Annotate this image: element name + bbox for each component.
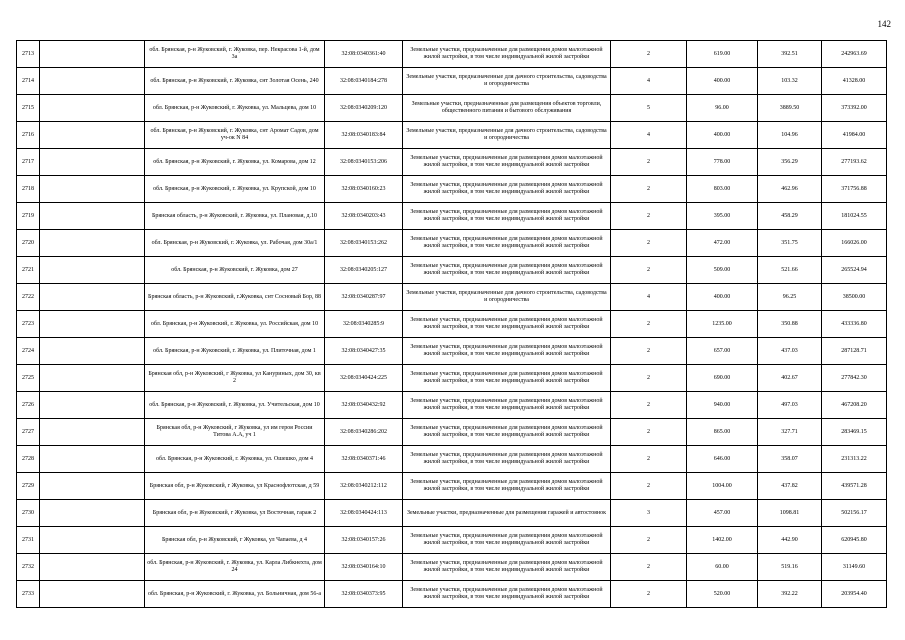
table-row: [17, 257, 887, 284]
cadastral-cost-cell: 439571.28: [822, 473, 887, 500]
area-cell: 400.00: [687, 68, 758, 95]
use-group-cell: 2: [611, 419, 687, 446]
empty-cell: [40, 95, 145, 122]
use-group-cell: 3: [611, 500, 687, 527]
use-group-cell: 5: [611, 95, 687, 122]
land-use-cell: Земельные участки, предназначенные для размещения домов малоэтажной жилой застройки, в том числе индивидуальной жилой застройки: [403, 230, 611, 257]
address-cell: обл. Брянская, р-н Жуковский, г. Жуковка, ул. Рабочая, дом 30а/1: [145, 230, 325, 257]
unit-value-cell: 497.03: [758, 392, 822, 419]
table-row: [17, 446, 887, 473]
table-row: [17, 68, 887, 95]
row-number-cell: 2728: [17, 446, 40, 473]
row-number-cell: 2719: [17, 203, 40, 230]
area-cell: 400.00: [687, 122, 758, 149]
address-cell: обл. Брянская, р-н Жуковский, г. Жуковка, снт Аромат Садов, дом уч-ок N 84: [145, 122, 325, 149]
unit-value-cell: 3889.50: [758, 95, 822, 122]
table-row: [17, 311, 887, 338]
address-cell: обл. Брянская, р-н Жуковский, г. Жуковка, ул. Российская, дом 10: [145, 311, 325, 338]
table-row: [17, 473, 887, 500]
use-group-cell: 2: [611, 230, 687, 257]
unit-value-cell: 437.82: [758, 473, 822, 500]
cadastral-number-cell: 32:08:0340184:278: [325, 68, 403, 95]
empty-cell: [40, 122, 145, 149]
row-number-cell: 2733: [17, 581, 40, 608]
address-cell: Брянская обл, р-н Жуковский, г Жуковка, ул Краснофлотская, д 59: [145, 473, 325, 500]
cadastral-number-cell: 32:08:0340287:97: [325, 284, 403, 311]
cadastral-cost-cell: 38500.00: [822, 284, 887, 311]
row-number-cell: 2730: [17, 500, 40, 527]
use-group-cell: 2: [611, 176, 687, 203]
cadastral-number-cell: 32:08:0340424:113: [325, 500, 403, 527]
area-cell: 400.00: [687, 284, 758, 311]
page-number: 142: [877, 19, 891, 29]
area-cell: 395.00: [687, 203, 758, 230]
cadastral-number-cell: 32:08:0340432:92: [325, 392, 403, 419]
row-number-cell: 2714: [17, 68, 40, 95]
table-row: [17, 149, 887, 176]
unit-value-cell: 351.75: [758, 230, 822, 257]
cadastral-cost-cell: 373392.00: [822, 95, 887, 122]
row-number-cell: 2715: [17, 95, 40, 122]
area-cell: 1402.00: [687, 527, 758, 554]
unit-value-cell: 437.03: [758, 338, 822, 365]
land-use-cell: Земельные участки, предназначенные для размещения домов малоэтажной жилой застройки, в том числе индивидуальной жилой застройки: [403, 365, 611, 392]
row-number-cell: 2729: [17, 473, 40, 500]
address-cell: обл. Брянская, р-н Жуковский, г. Жуковка, ул. Комарова, дом 12: [145, 149, 325, 176]
address-cell: Брянская область, р-н Жуковский, г. Жуковка, ул. Плановая, д.10: [145, 203, 325, 230]
land-use-cell: Земельные участки, предназначенные для размещения домов малоэтажной жилой застройки, в том числе индивидуальной жилой застройки: [403, 311, 611, 338]
unit-value-cell: 350.88: [758, 311, 822, 338]
cadastral-cost-cell: 265524.94: [822, 257, 887, 284]
row-number-cell: 2727: [17, 419, 40, 446]
unit-value-cell: 458.29: [758, 203, 822, 230]
cadastral-number-cell: 32:08:0340157:26: [325, 527, 403, 554]
cadastral-cost-cell: 41328.00: [822, 68, 887, 95]
unit-value-cell: 356.29: [758, 149, 822, 176]
row-number-cell: 2717: [17, 149, 40, 176]
unit-value-cell: 462.96: [758, 176, 822, 203]
empty-cell: [40, 473, 145, 500]
unit-value-cell: 96.25: [758, 284, 822, 311]
unit-value-cell: 103.32: [758, 68, 822, 95]
table-row: [17, 176, 887, 203]
cadastral-number-cell: 32:08:0340153:262: [325, 230, 403, 257]
table-row: [17, 581, 887, 608]
empty-cell: [40, 149, 145, 176]
land-use-cell: Земельные участки, предназначенные для размещения домов малоэтажной жилой застройки, в том числе индивидуальной жилой застройки: [403, 176, 611, 203]
cadastral-cost-cell: 203954.40: [822, 581, 887, 608]
table-row: [17, 365, 887, 392]
use-group-cell: 2: [611, 392, 687, 419]
cadastral-number-cell: 32:08:0340371:46: [325, 446, 403, 473]
unit-value-cell: 519.16: [758, 554, 822, 581]
land-use-cell: Земельные участки, предназначенные для размещения домов малоэтажной жилой застройки, в том числе индивидуальной жилой застройки: [403, 581, 611, 608]
cadastral-number-cell: 32:08:0340285:9: [325, 311, 403, 338]
use-group-cell: 4: [611, 284, 687, 311]
address-cell: Брянская обл, р-н Жуковский, г Жуковка, ул Восточная, гараж 2: [145, 500, 325, 527]
land-use-cell: Земельные участки, предназначенные для размещения гаражей и автостоянок: [403, 500, 611, 527]
row-number-cell: 2732: [17, 554, 40, 581]
cadastral-cost-cell: 31149.60: [822, 554, 887, 581]
cadastral-number-cell: 32:08:0340205:127: [325, 257, 403, 284]
cadastral-cost-cell: 371756.88: [822, 176, 887, 203]
address-cell: обл. Брянская, р-н Жуковский, г. Жуковка, пер. Некрасова 1-й, дом 3а: [145, 41, 325, 68]
row-number-cell: 2722: [17, 284, 40, 311]
cadastral-number-cell: 32:08:0340160:23: [325, 176, 403, 203]
row-number-cell: 2718: [17, 176, 40, 203]
area-cell: 619.00: [687, 41, 758, 68]
land-use-cell: Земельные участки, предназначенные для размещения домов малоэтажной жилой застройки, в том числе индивидуальной жилой застройки: [403, 527, 611, 554]
cadastral-cost-cell: 181024.55: [822, 203, 887, 230]
land-use-cell: Земельные участки, предназначенные для размещения домов малоэтажной жилой застройки, в том числе индивидуальной жилой застройки: [403, 392, 611, 419]
land-use-cell: Земельные участки, предназначенные для размещения домов малоэтажной жилой застройки, в том числе индивидуальной жилой застройки: [403, 554, 611, 581]
row-number-cell: 2716: [17, 122, 40, 149]
cadastral-cost-cell: 287128.71: [822, 338, 887, 365]
row-number-cell: 2726: [17, 392, 40, 419]
use-group-cell: 2: [611, 365, 687, 392]
empty-cell: [40, 419, 145, 446]
land-use-cell: Земельные участки, предназначенные для размещения домов малоэтажной жилой застройки, в том числе индивидуальной жилой застройки: [403, 257, 611, 284]
row-number-cell: 2723: [17, 311, 40, 338]
empty-cell: [40, 41, 145, 68]
unit-value-cell: 327.71: [758, 419, 822, 446]
unit-value-cell: 521.66: [758, 257, 822, 284]
row-number-cell: 2725: [17, 365, 40, 392]
unit-value-cell: 358.07: [758, 446, 822, 473]
area-cell: 940.00: [687, 392, 758, 419]
use-group-cell: 2: [611, 257, 687, 284]
area-cell: 520.00: [687, 581, 758, 608]
cadastral-cost-cell: 433336.80: [822, 311, 887, 338]
cadastral-cost-cell: 166026.00: [822, 230, 887, 257]
unit-value-cell: 104.96: [758, 122, 822, 149]
empty-cell: [40, 392, 145, 419]
address-cell: обл. Брянская, р-н Жуковский, г. Жуковка, дом 27: [145, 257, 325, 284]
area-cell: 690.00: [687, 365, 758, 392]
cadastral-cost-cell: 277193.62: [822, 149, 887, 176]
land-use-cell: Земельные участки, предназначенные для размещения домов малоэтажной жилой застройки, в том числе индивидуальной жилой застройки: [403, 419, 611, 446]
unit-value-cell: 392.22: [758, 581, 822, 608]
cadastral-number-cell: 32:08:0340286:202: [325, 419, 403, 446]
use-group-cell: 2: [611, 473, 687, 500]
unit-value-cell: 1098.81: [758, 500, 822, 527]
use-group-cell: 2: [611, 149, 687, 176]
empty-cell: [40, 338, 145, 365]
use-group-cell: 2: [611, 311, 687, 338]
cadastral-number-cell: 32:08:0340183:84: [325, 122, 403, 149]
empty-cell: [40, 257, 145, 284]
use-group-cell: 2: [611, 203, 687, 230]
cadastral-number-cell: 32:08:0340209:120: [325, 95, 403, 122]
area-cell: 865.00: [687, 419, 758, 446]
empty-cell: [40, 284, 145, 311]
address-cell: обл. Брянская, р-н Жуковский, г. Жуковка, ул. Ошешко, дом 4: [145, 446, 325, 473]
cadastral-cost-cell: 620945.80: [822, 527, 887, 554]
use-group-cell: 2: [611, 446, 687, 473]
area-cell: 778.00: [687, 149, 758, 176]
address-cell: обл. Брянская, р-н Жуковский, г. Жуковка, снт Золотая Осень, 240: [145, 68, 325, 95]
empty-cell: [40, 527, 145, 554]
area-cell: 646.00: [687, 446, 758, 473]
address-cell: Брянская область, р-н Жуковский, г.Жуковка, снт Сосновый Бор, 88: [145, 284, 325, 311]
area-cell: 1004.00: [687, 473, 758, 500]
table-row: [17, 527, 887, 554]
cadastral-number-cell: 32:08:0340373:95: [325, 581, 403, 608]
land-use-cell: Земельные участки, предназначенные для размещения объектов торговли, общественного питания и бытового обслуживания: [403, 95, 611, 122]
land-use-cell: Земельные участки, предназначенные для размещения домов малоэтажной жилой застройки, в том числе индивидуальной жилой застройки: [403, 338, 611, 365]
cadastral-number-cell: 32:08:0340361:40: [325, 41, 403, 68]
land-use-cell: Земельные участки, предназначенные для размещения домов малоэтажной жилой застройки, в том числе индивидуальной жилой застройки: [403, 41, 611, 68]
address-cell: Брянская обл, р-н Жуковский, г Жуковка, ул Кануриных, дом 30, кв 2: [145, 365, 325, 392]
use-group-cell: 4: [611, 122, 687, 149]
table-body: [17, 41, 887, 608]
table-row: [17, 392, 887, 419]
row-number-cell: 2713: [17, 41, 40, 68]
empty-cell: [40, 176, 145, 203]
address-cell: Брянская обл, р-н Жуковский, г Жуковка, ул им героя России Титова А.А, уч 1: [145, 419, 325, 446]
address-cell: Брянская обл, р-н Жуковский, г Жуковка, ул Чапаева, д 4: [145, 527, 325, 554]
row-number-cell: 2721: [17, 257, 40, 284]
address-cell: обл. Брянская, р-н Жуковский, г. Жуковка, ул. Учительская, дом 10: [145, 392, 325, 419]
address-cell: обл. Брянская, р-н Жуковский, г. Жуковка, ул. Карла Либкнехта, дом 24: [145, 554, 325, 581]
address-cell: обл. Брянская, р-н Жуковский, г. Жуковка, ул. Больничная, дом 56-а: [145, 581, 325, 608]
empty-cell: [40, 203, 145, 230]
address-cell: обл. Брянская, р-н Жуковский, г. Жуковка, ул. Мальцева, дом 10: [145, 95, 325, 122]
use-group-cell: 2: [611, 554, 687, 581]
row-number-cell: 2724: [17, 338, 40, 365]
use-group-cell: 2: [611, 41, 687, 68]
cadastral-number-cell: 32:08:0340203:43: [325, 203, 403, 230]
table-row: [17, 554, 887, 581]
table-row: [17, 338, 887, 365]
empty-cell: [40, 68, 145, 95]
table-row: [17, 95, 887, 122]
area-cell: 96.00: [687, 95, 758, 122]
area-cell: 803.00: [687, 176, 758, 203]
empty-cell: [40, 311, 145, 338]
table-row: [17, 41, 887, 68]
empty-cell: [40, 230, 145, 257]
land-plot-table: [16, 40, 887, 608]
cadastral-cost-cell: 467208.20: [822, 392, 887, 419]
use-group-cell: 4: [611, 68, 687, 95]
unit-value-cell: 442.90: [758, 527, 822, 554]
cadastral-number-cell: 32:08:0340427:35: [325, 338, 403, 365]
area-cell: 60.00: [687, 554, 758, 581]
cadastral-number-cell: 32:08:0340212:112: [325, 473, 403, 500]
cadastral-number-cell: 32:08:0340164:10: [325, 554, 403, 581]
land-use-cell: Земельные участки, предназначенные для дачного строительства, садоводства и огородничества: [403, 68, 611, 95]
empty-cell: [40, 581, 145, 608]
unit-value-cell: 402.67: [758, 365, 822, 392]
land-use-cell: Земельные участки, предназначенные для размещения домов малоэтажной жилой застройки, в том числе индивидуальной жилой застройки: [403, 203, 611, 230]
empty-cell: [40, 446, 145, 473]
table-row: [17, 500, 887, 527]
cadastral-number-cell: 32:08:0340424:225: [325, 365, 403, 392]
land-use-cell: Земельные участки, предназначенные для дачного строительства, садоводства и огородничества: [403, 122, 611, 149]
table-row: [17, 419, 887, 446]
table-row: [17, 122, 887, 149]
cadastral-cost-cell: 41984.00: [822, 122, 887, 149]
use-group-cell: 2: [611, 527, 687, 554]
area-cell: 472.00: [687, 230, 758, 257]
empty-cell: [40, 554, 145, 581]
land-use-cell: Земельные участки, предназначенные для дачного строительства, садоводства и огородничества: [403, 284, 611, 311]
land-use-cell: Земельные участки, предназначенные для размещения домов малоэтажной жилой застройки, в том числе индивидуальной жилой застройки: [403, 149, 611, 176]
empty-cell: [40, 500, 145, 527]
table-row: [17, 230, 887, 257]
area-cell: 1235.00: [687, 311, 758, 338]
unit-value-cell: 392.51: [758, 41, 822, 68]
land-use-cell: Земельные участки, предназначенные для размещения домов малоэтажной жилой застройки, в том числе индивидуальной жилой застройки: [403, 473, 611, 500]
table-row: [17, 203, 887, 230]
use-group-cell: 2: [611, 581, 687, 608]
row-number-cell: 2720: [17, 230, 40, 257]
table-row: [17, 284, 887, 311]
area-cell: 457.00: [687, 500, 758, 527]
use-group-cell: 2: [611, 338, 687, 365]
cadastral-cost-cell: 242963.69: [822, 41, 887, 68]
cadastral-number-cell: 32:08:0340153:206: [325, 149, 403, 176]
cadastral-cost-cell: 502156.17: [822, 500, 887, 527]
area-cell: 657.00: [687, 338, 758, 365]
area-cell: 509.00: [687, 257, 758, 284]
cadastral-cost-cell: 277842.30: [822, 365, 887, 392]
row-number-cell: 2731: [17, 527, 40, 554]
address-cell: обл. Брянская, р-н Жуковский, г. Жуковка, ул. Плиточная, дом 1: [145, 338, 325, 365]
empty-cell: [40, 365, 145, 392]
address-cell: обл. Брянская, р-н Жуковский, г. Жуковка, ул. Крупской, дом 10: [145, 176, 325, 203]
cadastral-cost-cell: 231313.22: [822, 446, 887, 473]
cadastral-cost-cell: 283469.15: [822, 419, 887, 446]
land-use-cell: Земельные участки, предназначенные для размещения домов малоэтажной жилой застройки, в том числе индивидуальной жилой застройки: [403, 446, 611, 473]
